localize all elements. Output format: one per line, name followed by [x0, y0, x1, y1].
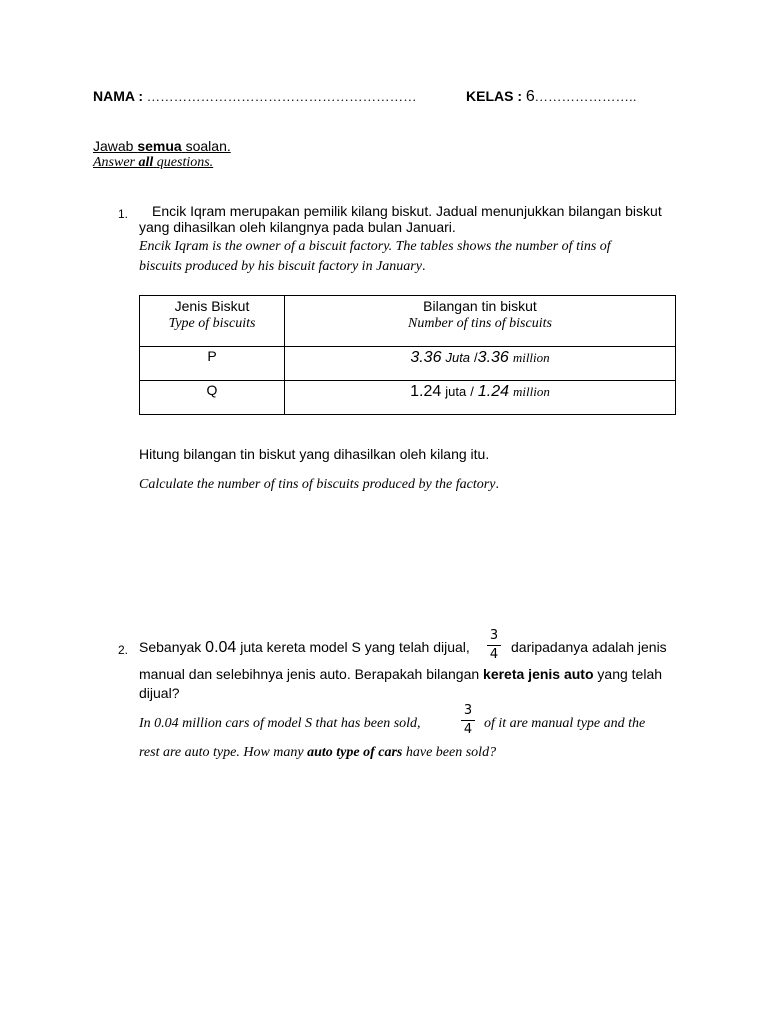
question-2-malay-line-3: dijual? [139, 685, 180, 701]
class-blank: ………………….. [534, 89, 637, 104]
header-type-malay: Jenis Biskut [174, 298, 250, 314]
fraction-numerator: 3 [489, 628, 499, 643]
question-2-line-1-suffix: daripadanya adalah jenis [511, 639, 667, 655]
row-value-malay-word: Juta [445, 350, 471, 365]
row-value-number-english: 1.24 [477, 383, 510, 400]
question-2-line-2-prefix: manual dan selebihnya jenis auto. Berapakah bilangan [139, 666, 480, 682]
question-1-task-english-text: Calculate the number of tins of biscuits produced by the factory [139, 477, 496, 492]
question-1-english-line-2-text: biscuits produced by his biscuit factory in January [139, 259, 422, 274]
name-blank: …………………………………………………… [146, 89, 417, 104]
header-type-english: Type of biscuits [168, 316, 256, 331]
question-2-english-line-1: In 0.04 million cars of model S that has been sold, [139, 716, 421, 731]
header-count-english: Number of tins of biscuits [408, 316, 552, 331]
row-value [285, 349, 675, 367]
instruction-malay [93, 138, 231, 154]
row-type: P [207, 348, 217, 364]
biscuit-table [139, 295, 676, 415]
question-2-line-1-mid: juta kereta model S yang telah dijual, [240, 639, 470, 655]
question-2-english-line-2-prefix: rest are auto type. How many [139, 745, 304, 760]
instruction-english-bold: all [138, 155, 154, 170]
question-2-english-line-2-suffix: have been sold? [405, 745, 497, 760]
row-value-english-word: million [512, 350, 550, 365]
question-1-english-line-1: Encik Iqram is the owner of a biscuit factory. The tables shows the number of tins of [139, 239, 611, 254]
fraction-three-quarters [487, 628, 501, 662]
table-header-type [140, 296, 285, 347]
instruction-malay-suffix: soalan. [185, 138, 231, 154]
header-count-malay: Bilangan tin biskut [423, 298, 537, 314]
fraction-denominator: 4 [463, 722, 473, 737]
table-cell-type [140, 381, 285, 415]
row-value-malay-word: juta [445, 384, 467, 399]
row-value-number-english: 3.36 [477, 349, 509, 366]
question-2-malay-line-2 [139, 666, 662, 682]
row-value-number: 3.36 [410, 349, 442, 366]
question-1-task-english-period: . [495, 477, 499, 492]
fraction-three-quarters-english [461, 703, 475, 737]
instruction-english [93, 155, 213, 171]
class-label: KELAS : [466, 88, 522, 104]
question-1-malay-line-2: yang dihasilkan oleh kilangnya pada bulan Januari. [139, 219, 456, 235]
fraction-numerator: 3 [463, 703, 473, 718]
instruction-malay-bold: semua [137, 138, 182, 154]
row-value [285, 383, 675, 401]
question-1-number: 1. [118, 207, 129, 221]
question-2-english-line-1-suffix: of it are manual type and the [484, 716, 646, 731]
question-2-english-line-2 [139, 745, 496, 761]
name-field [93, 88, 417, 105]
question-2-number: 2. [118, 643, 129, 657]
table-row [140, 381, 676, 415]
fraction-bar [461, 720, 475, 721]
instruction-english-suffix: questions. [156, 155, 214, 170]
row-value-separator: / [470, 384, 474, 399]
question-1-malay-line-1: Encik Iqram merupakan pemilik kilang biskut. Jadual menunjukkan bilangan biskut [152, 203, 662, 219]
class-field [466, 88, 637, 106]
row-value-separator: / [474, 350, 478, 365]
table-cell-count [285, 381, 676, 415]
table-cell-count [285, 347, 676, 381]
table-cell-type [140, 347, 285, 381]
table-header-count [285, 296, 676, 347]
row-type: Q [206, 382, 218, 398]
row-value-english-word: million [513, 384, 550, 399]
class-value: 6 [525, 88, 535, 105]
table-header-row [140, 296, 676, 347]
question-2-line-2-suffix: yang telah [597, 666, 663, 682]
row-value-number: 1.24 [410, 383, 442, 400]
instruction-malay-prefix: Jawab [93, 138, 134, 154]
instruction-english-prefix: Answer [93, 155, 135, 170]
question-2-line-1-prefix: Sebanyak [139, 639, 202, 655]
question-1-task-english [139, 477, 499, 493]
question-2-number-value: 0.04 [205, 639, 237, 656]
question-2-english-line-2-bold: auto type of cars [307, 745, 403, 760]
fraction-denominator: 4 [489, 647, 499, 662]
table-row [140, 347, 676, 381]
fraction-bar [487, 645, 501, 646]
question-2-malay-line-1 [139, 639, 470, 657]
question-1-english-line-2 [139, 259, 425, 275]
question-2-line-2-bold: kereta jenis auto [483, 666, 594, 682]
question-1-english-line-2-period: . [421, 259, 426, 274]
name-label: NAMA : [93, 88, 144, 104]
question-1-task-malay: Hitung bilangan tin biskut yang dihasilkan oleh kilang itu. [139, 446, 490, 462]
